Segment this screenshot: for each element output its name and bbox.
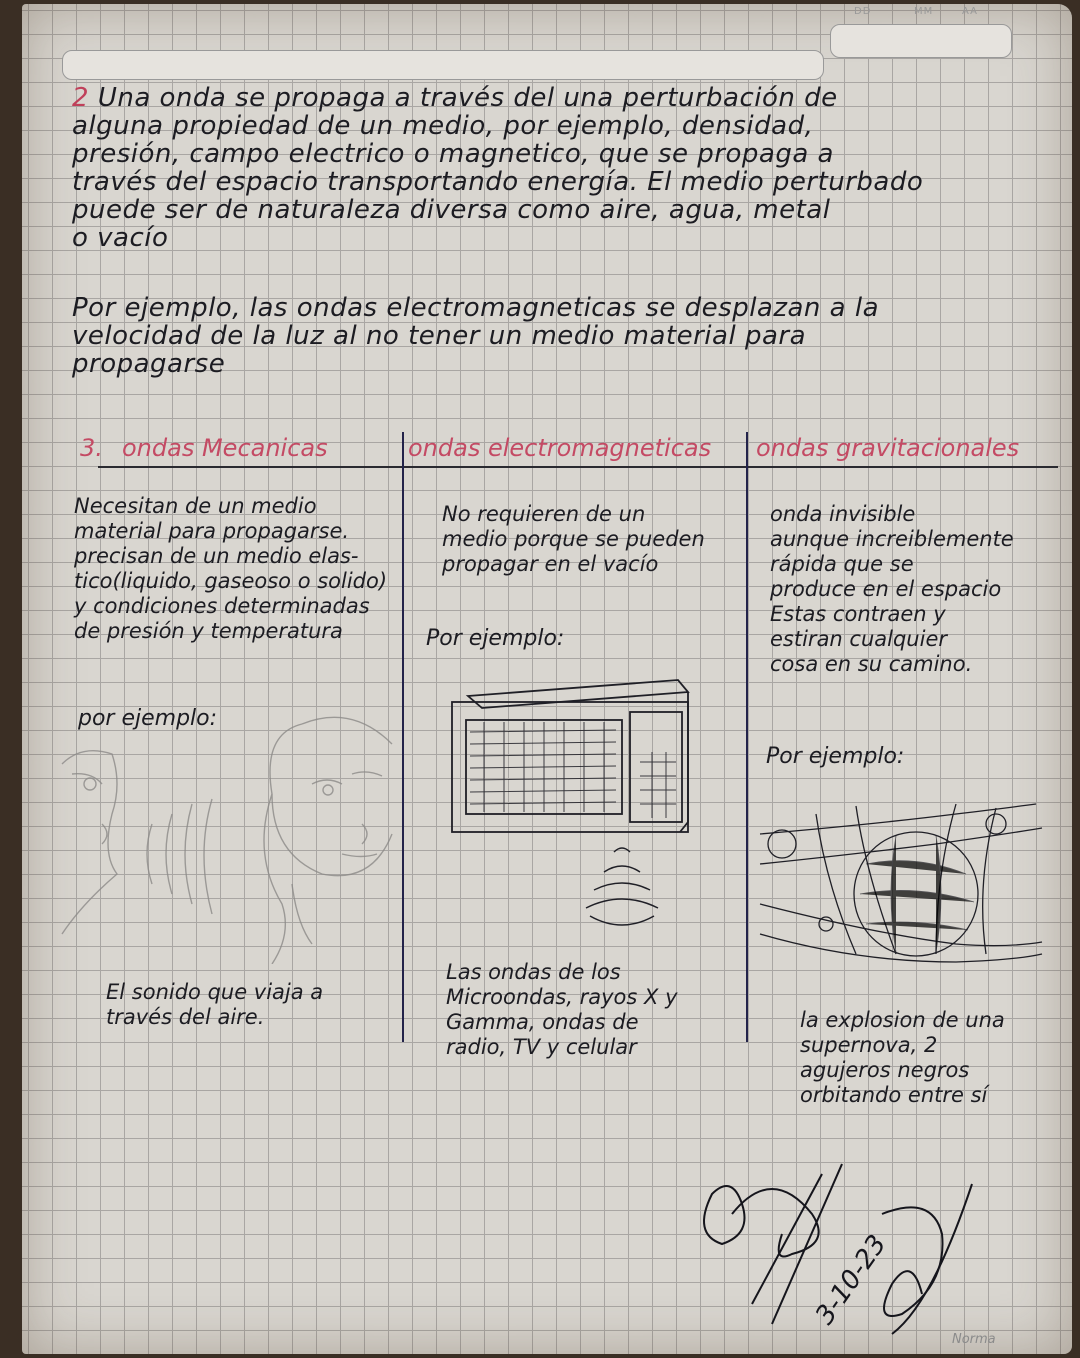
teacher-signature — [692, 1154, 992, 1344]
microwave-sketch — [440, 672, 710, 942]
caption-gravitacionales: la explosion de una supernova, 2 agujeros negros orbitando entre sí — [800, 1008, 1005, 1107]
date-label-aa: AA — [962, 6, 978, 17]
black-holes-sketch — [756, 794, 1046, 964]
heading-underline — [98, 466, 1058, 468]
brand-logo: Norma — [952, 1332, 996, 1347]
example-line: velocidad de la luz al no tener un medio material para — [72, 321, 807, 351]
face-sound-sketch — [42, 704, 402, 964]
column-mecanicas-body: Necesitan de un medio material para propagarse. precisan de un medio elas- tico(liquido, gaseoso o solido) y condiciones determinadas de presión y temperatura — [74, 494, 388, 643]
paragraph-2-line: o vacío — [72, 223, 169, 253]
paragraph-2-line: alguna propiedad de un medio, por ejemplo, densidad, — [72, 111, 814, 141]
paragraph-2-line: puede ser de naturaleza diversa como aire, agua, metal — [72, 195, 831, 225]
signature-date: 3-10-23 — [809, 1229, 893, 1331]
date-label-dd: DD — [854, 6, 872, 17]
heading-mecanicas: ondas Mecanicas — [122, 434, 328, 462]
column-electromagneticas-body: No requieren de un medio porque se pueden propagar en el vacío — [442, 502, 705, 576]
heading-gravitacionales: ondas gravitacionales — [756, 434, 1020, 462]
paragraph-2-number: 2 — [72, 83, 90, 113]
example-line: Por ejemplo, las ondas electromagneticas se desplazan a la — [72, 293, 880, 323]
column-gravitacionales-body: onda invisible aunque increiblemente rápida que se produce en el espacio Estas contraen y estiran cualquier cosa en su camino. — [770, 502, 1014, 676]
notebook-page — [22, 4, 1072, 1354]
example-label-gravitacionales: Por ejemplo: — [766, 744, 905, 769]
paragraph-2-line: través del espacio transportando energía. El medio perturbado — [72, 167, 924, 197]
example-paragraph — [72, 294, 1012, 378]
date-label-mm: MM — [914, 6, 934, 17]
example-line: propagarse — [72, 349, 226, 379]
paragraph-2-line: presión, campo electrico o magnetico, que se propaga a — [72, 139, 834, 169]
paragraph-2-line: 2 Una onda se propaga a través del una perturbación de — [72, 83, 838, 113]
section-3-number: 3. — [80, 434, 103, 462]
caption-mecanicas: El sonido que viaja a través del aire. — [106, 980, 324, 1029]
example-label-mecanicas: por ejemplo: — [78, 706, 218, 731]
example-label-electromagneticas: Por ejemplo: — [426, 626, 565, 651]
paragraph-2 — [72, 84, 1012, 252]
caption-electromagneticas: Las ondas de los Microondas, rayos X y Gamma, ondas de radio, TV y celular — [446, 960, 678, 1059]
heading-electromagneticas: ondas electromagneticas — [408, 434, 712, 462]
page-content — [22, 4, 1072, 1354]
